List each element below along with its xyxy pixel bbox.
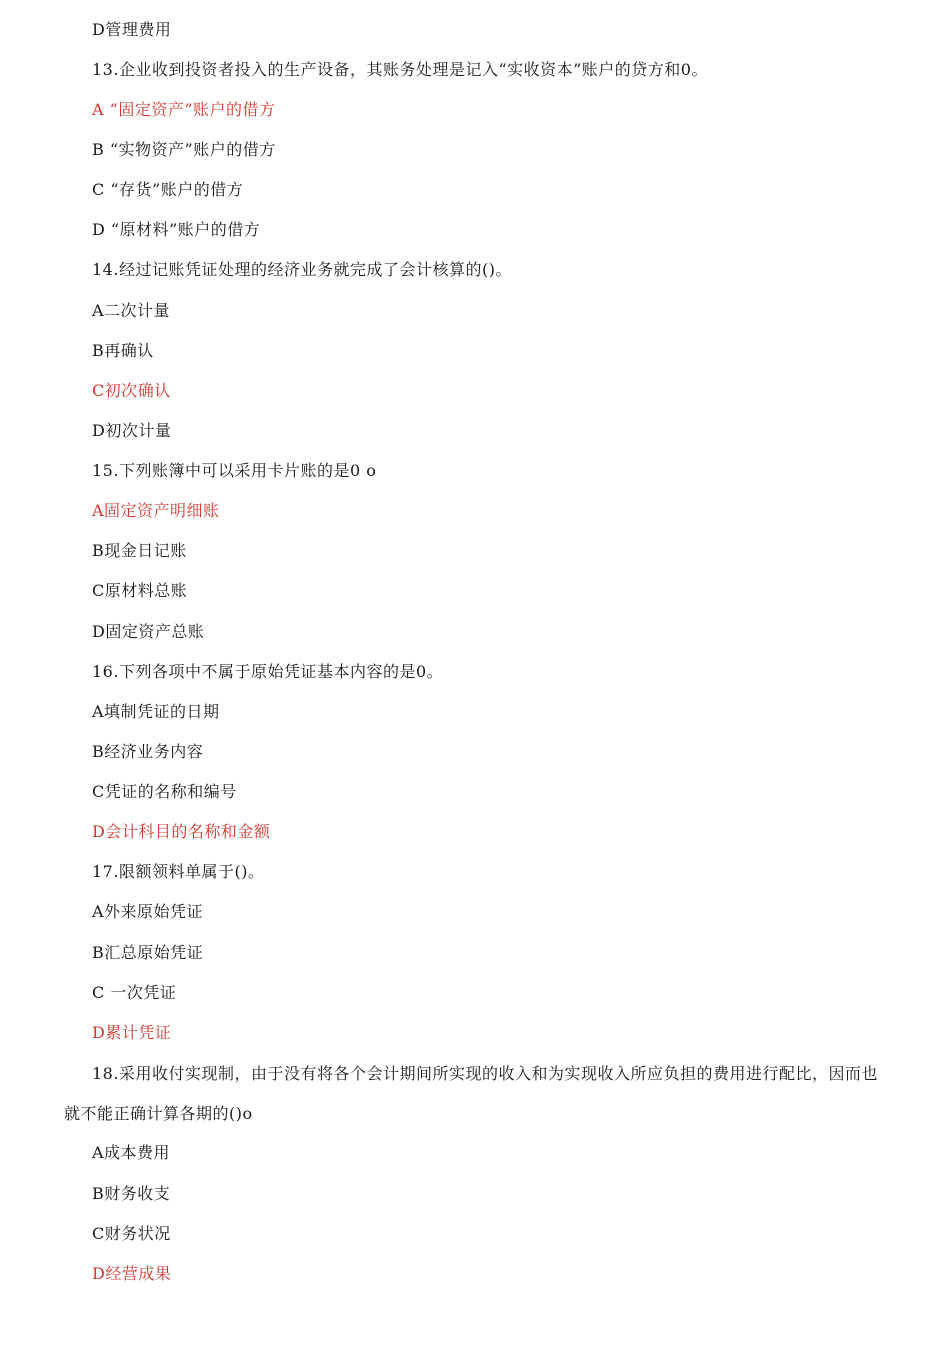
option-c-q15: C原材料总账 (92, 581, 188, 600)
option-b-q13: B “实物资产”账户的借方 (92, 140, 276, 159)
option-d-q12: D管理费用 (92, 20, 172, 39)
option-a-q15-answer: A固定资产明细账 (92, 501, 220, 520)
option-a-q17: A外来原始凭证 (92, 902, 204, 921)
option-b-q14: B再确认 (92, 341, 154, 360)
option-c-q16: C凭证的名称和编号 (92, 782, 237, 801)
option-d-q16-answer: D会计科目的名称和金额 (92, 822, 271, 841)
question-15: 15.下列账簿中可以采用卡片账的是0 o (92, 461, 377, 480)
option-a-q14: A二次计量 (92, 301, 171, 320)
option-b-q18: B财务收支 (92, 1184, 171, 1203)
question-17: 17.限额领料单属于()。 (92, 862, 265, 881)
option-c-q18: C财务状况 (92, 1224, 171, 1243)
question-14: 14.经过记账凭证处理的经济业务就完成了会计核算的()。 (92, 260, 512, 279)
question-16: 16.下列各项中不属于原始凭证基本内容的是0。 (92, 662, 444, 681)
option-a-q13-answer: A “固定资产”账户的借方 (92, 100, 276, 119)
option-c-q14-answer: C初次确认 (92, 381, 171, 400)
option-b-q16: B经济业务内容 (92, 742, 204, 761)
option-c-q13: C “存货”账户的借方 (92, 180, 244, 199)
option-c-q17: C 一次凭证 (92, 983, 177, 1002)
option-d-q15: D固定资产总账 (92, 622, 205, 641)
option-d-q14: D初次计量 (92, 421, 172, 440)
option-d-q17-answer: D累计凭证 (92, 1023, 172, 1042)
question-18: 18.采用收付实现制，由于没有将各个会计期间所实现的收入和为实现收入所应负担的费用进行配比，因而也就不能正确计算各期的()o (64, 1064, 878, 1123)
option-d-q13: D “原材料”账户的借方 (92, 220, 261, 239)
option-a-q18: A成本费用 (92, 1143, 171, 1162)
option-d-q18-answer: D经营成果 (92, 1264, 172, 1283)
option-b-q15: B现金日记账 (92, 541, 187, 560)
question-13: 13.企业收到投资者投入的生产设备，其账务处理是记入“实收资本”账户的贷方和0。 (92, 60, 708, 79)
option-a-q16: A填制凭证的日期 (92, 702, 220, 721)
option-b-q17: B汇总原始凭证 (92, 943, 204, 962)
